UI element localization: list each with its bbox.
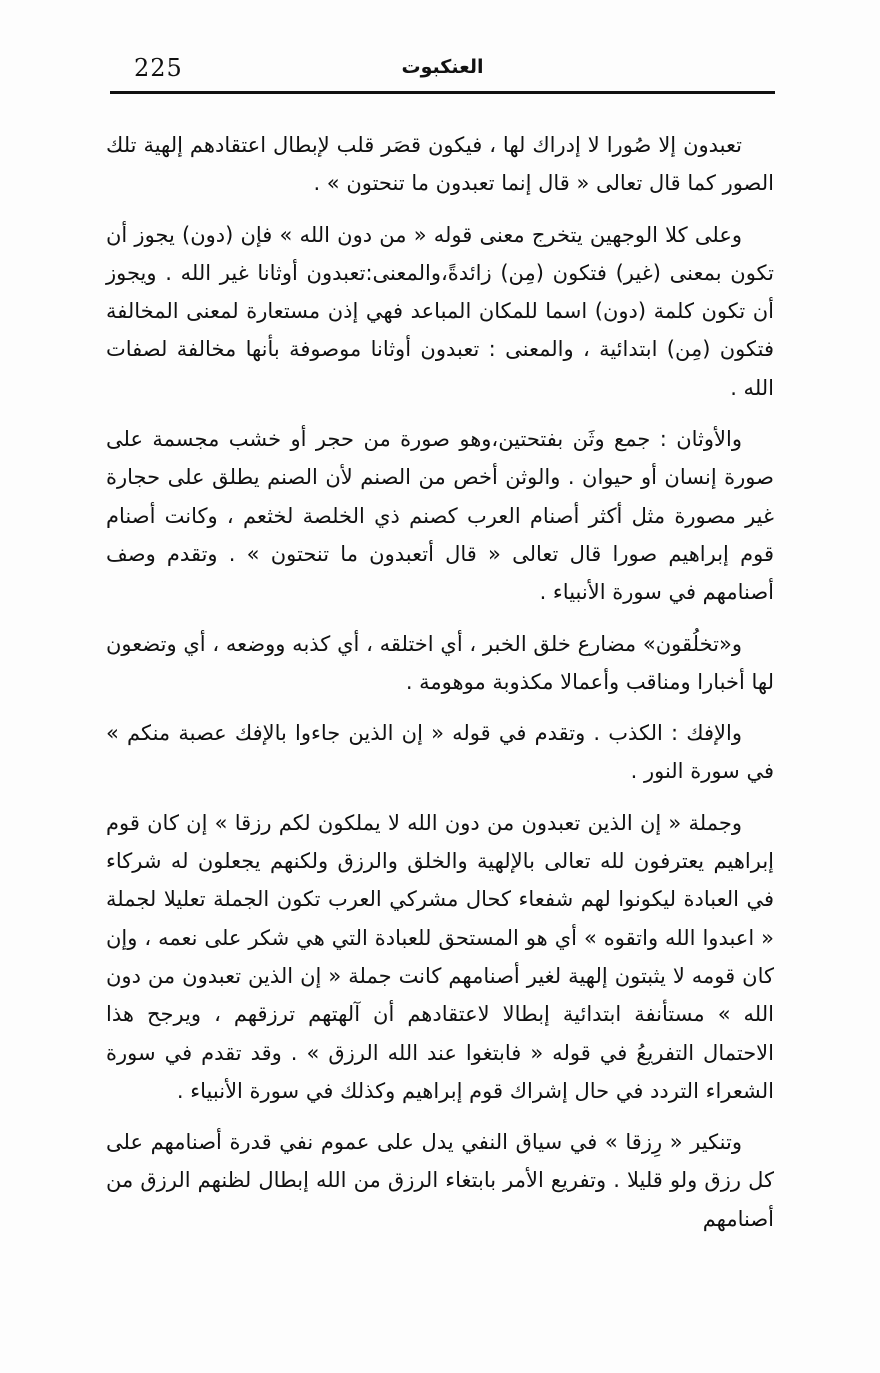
paragraph: وتنكير « رِزقا » في سياق النفي يدل على عموم نفي قدرة أصنامهم على كل رزق ولو قليلا . وتفريع الأمر بابتغاء الرزق من الله إبطال لظنهم الرزق من أصنامهم [106,1130,774,1231]
page-number: 225 [134,54,183,82]
running-title: العنكبوت [401,56,484,78]
paragraph: و«تخلُقون» مضارع خلق الخبر ، أي اختلقه ، أي كذبه ووضعه ، أي وتضعون لها أخبارا ومناقب وأعمالا مكذوبة موهومة . [106,631,774,694]
paragraph: تعبدون إلا صُورا لا إدراك لها ، فيكون قصَر قلب لإبطال اعتقادهم إلهية تلك الصور كما قال تعالى « قال إنما تعبدون ما تنحتون » . [106,133,774,196]
paragraph: والأوثان : جمع وثَن بفتحتين،وهو صورة من حجر أو خشب مجسمة على صورة إنسان أو حيوان . والوثن أخص من الصنم لأن الصنم يطلق على حجارة غير مصورة مثل أكثر أصنام العرب كصنم ذي الخلصة لخثعم ، وكانت أصنام قوم إبراهيم صورا قال تعالى « قال أتعبدون ما تنحتون » . وتقدم وصف أصنامهم في سورة الأنبياء . [106,427,774,605]
paragraph: والإفك : الكذب . وتقدم في قوله « إن الذين جاءوا بالإفك عصبة منكم » في سورة النور . [106,721,774,784]
paragraph: وعلى كلا الوجهين يتخرج معنى قوله « من دون الله » فإن (دون) يجوز أن تكون بمعنى (غير) فتكون (مِن) زائدةً،والمعنى:تعبدون أوثانا غير الله . ويجوز أن تكون كلمة (دون) اسما للمكان المباعد فهي إذن مستعارة لمعنى المخالفة فتكون (مِن) ابتدائية ، والمعنى : تعبدون أوثانا موصوفة بأنها مخالفة لصفات الله . [106,222,774,400]
header-rule [110,91,775,94]
body-text [106,126,774,1251]
page-header [110,48,775,94]
paragraph: وجملة « إن الذين تعبدون من دون الله لا يملكون لكم رزقا » إن كان قوم إبراهيم يعترفون لله تعالى بالإلهية والخلق والرزق ولكنهم يجعلون له شركاء في العبادة ليكونوا لهم شفعاء كحال مشركي العرب تكون الجملة تعليلا لجملة « اعبدوا الله واتقوه » أي هو المستحق للعبادة التي هي شكر على نعمه ، وإن كان قومه لا يثبتون إلهية لغير أصنامهم كانت جملة « إن الذين تعبدون من دون الله » مستأنفة ابتدائية إبطالا لاعتقادهم أن آلهتهم ترزقهم ، ويرجح هذا الاحتمال التفريعُ في قوله « فابتغوا عند الله الرزق » . وقد تقدم في سورة الشعراء التردد في حال إشراك قوم إبراهيم وكذلك في سورة الأنبياء . [106,810,774,1103]
